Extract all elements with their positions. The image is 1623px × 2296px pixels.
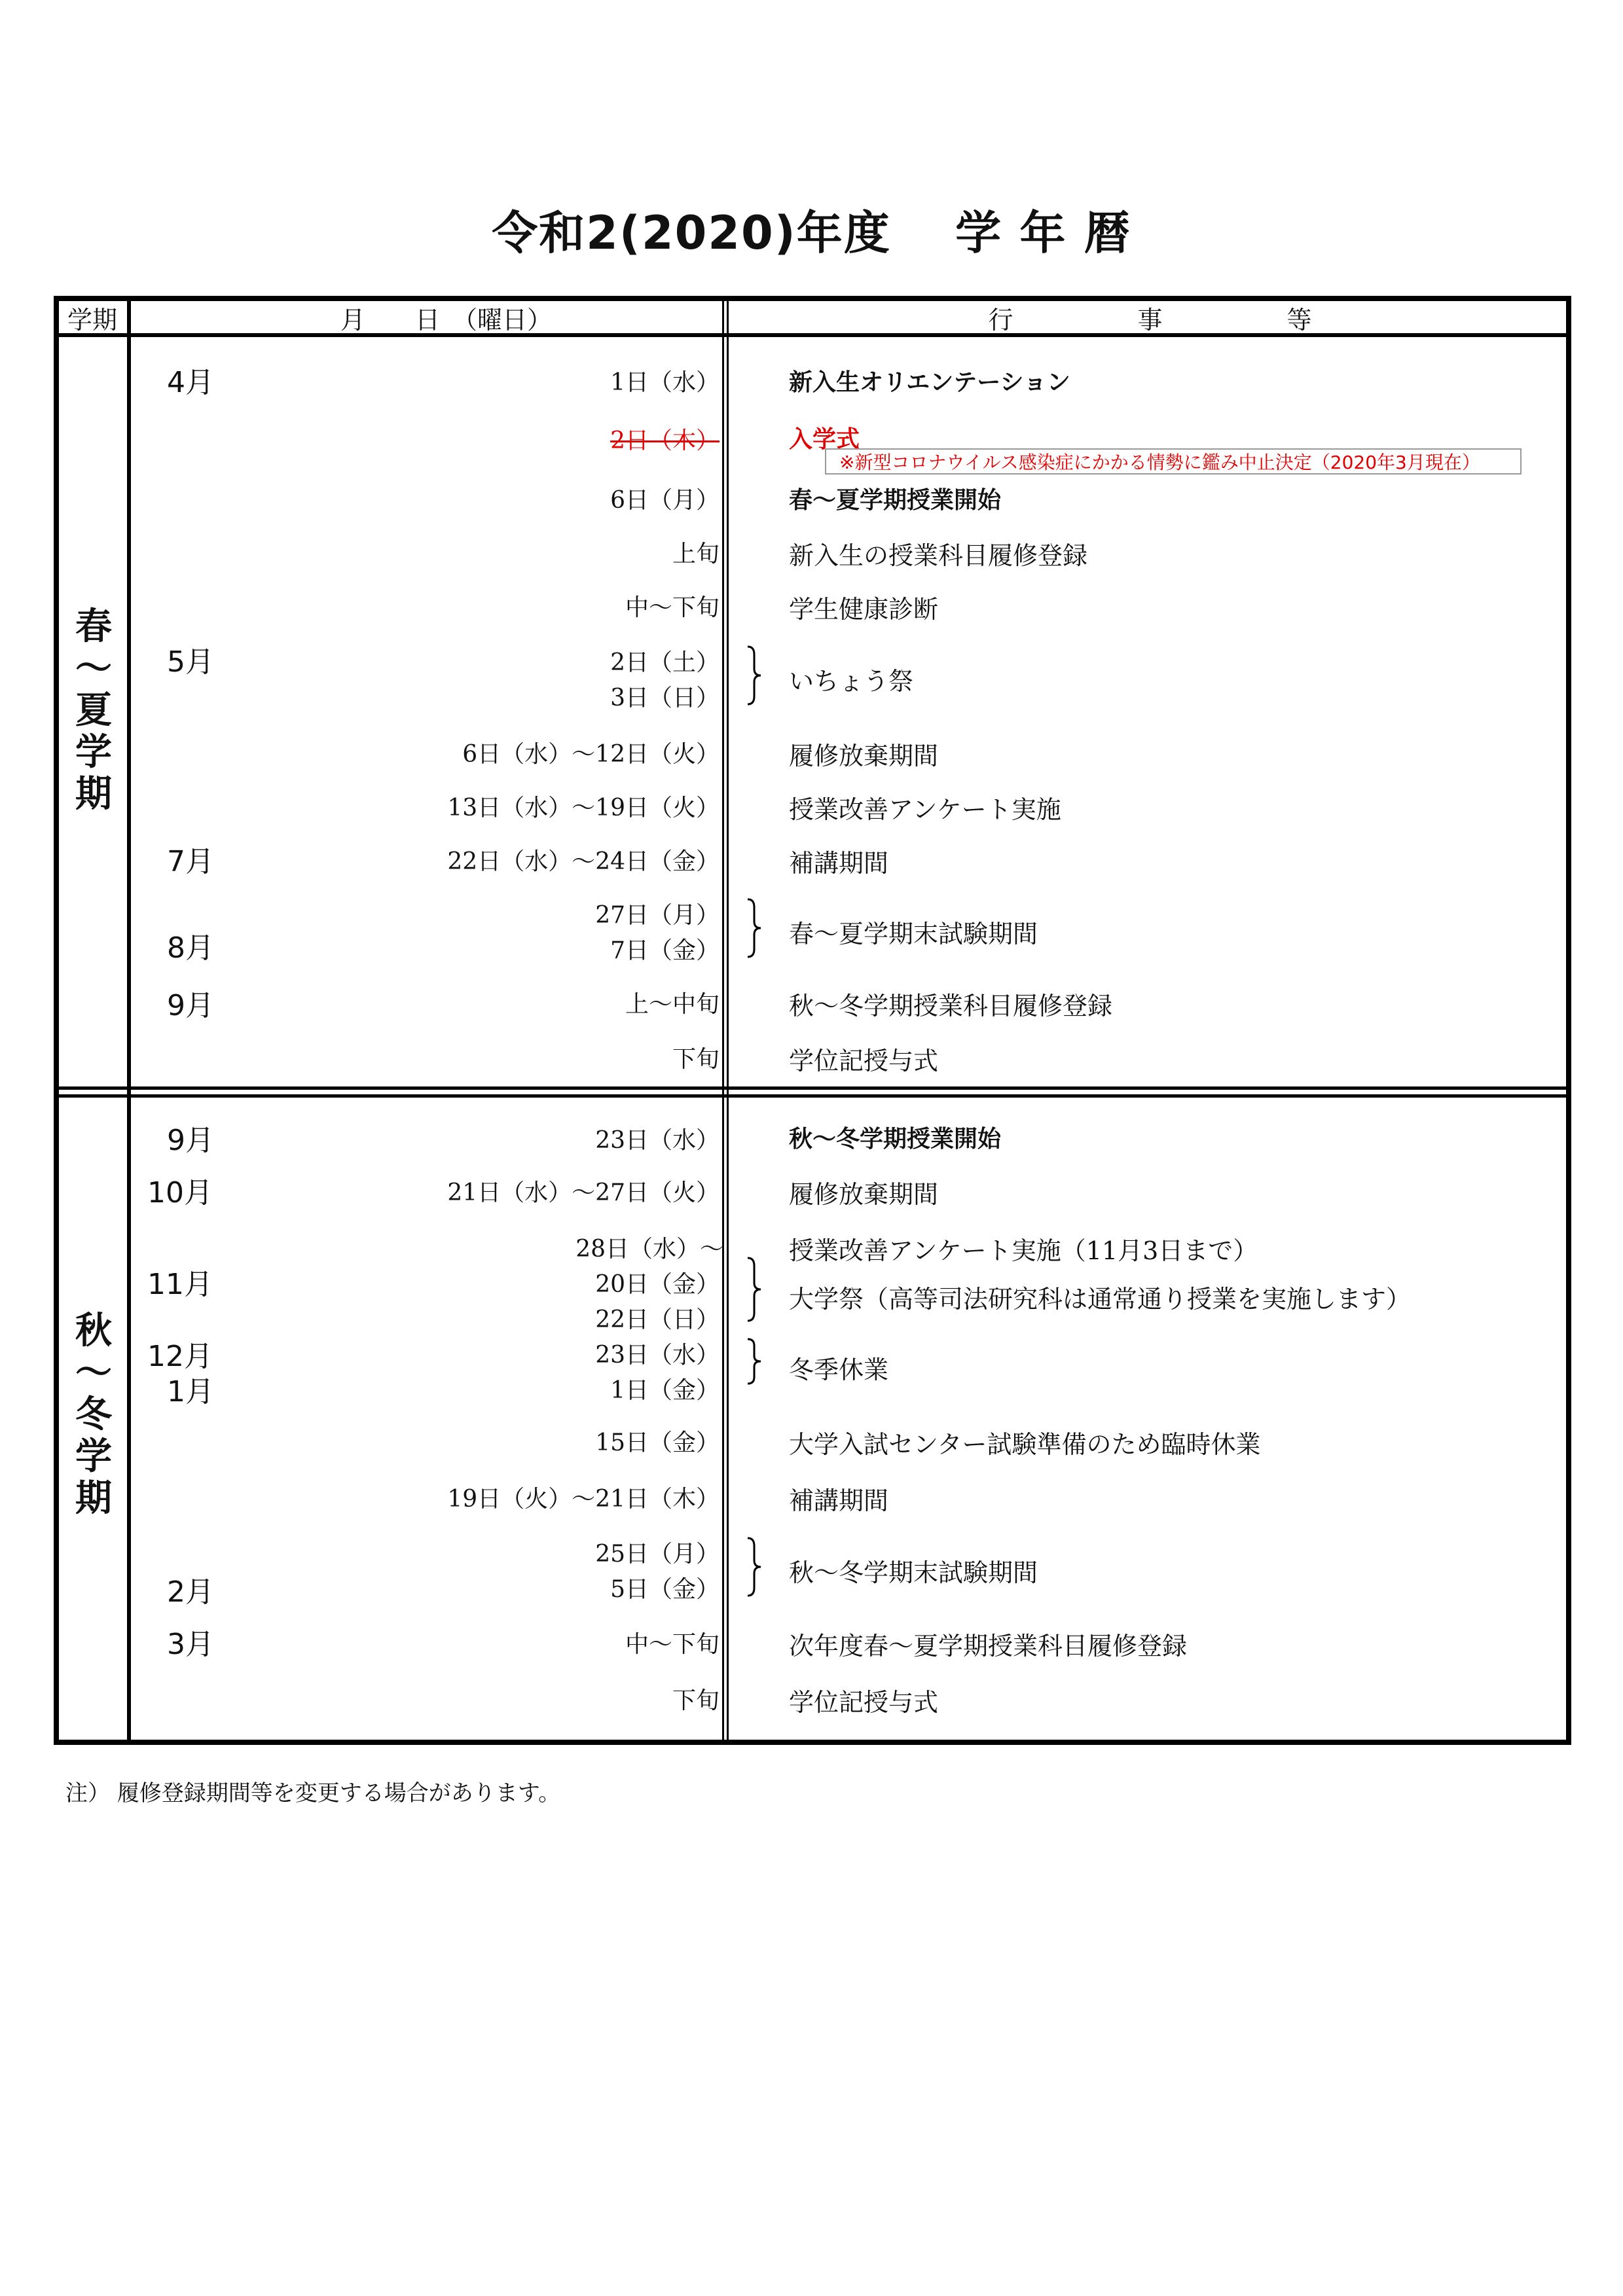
term-divider [54, 1086, 1571, 1090]
event-cell: 学位記授与式 [789, 1688, 939, 1717]
event-cell: 履修放棄期間 [789, 1180, 939, 1209]
date-cell: 23日（水） [595, 1127, 720, 1154]
date-cell: 1日（金） [610, 1377, 720, 1404]
date-cell: 中～下旬 [625, 1631, 720, 1658]
footnote: 注） 履修登録期間等を変更する場合があります。 [65, 1780, 561, 1806]
event-cell-entrance-ceremony: 入学式 [789, 426, 860, 453]
month-label: 9月 [167, 1124, 214, 1157]
month-label: 11月 [147, 1268, 213, 1301]
month-label: 10月 [147, 1176, 213, 1210]
event-cell: 冬季休業 [789, 1355, 889, 1384]
brace-icon [745, 1257, 763, 1322]
event-cell: 補講期間 [789, 1486, 889, 1515]
term-autumn-winter: 秋 ～ 冬 学 期 [75, 1310, 112, 1520]
date-cell: 6日（水）～12日（火） [462, 741, 720, 768]
month-label: 5月 [167, 645, 214, 679]
date-cell: 3日（日） [610, 685, 720, 711]
column-divider-date [722, 296, 724, 1745]
month-label: 3月 [167, 1628, 214, 1661]
column-divider-term [127, 296, 131, 1745]
event-cell: 新入生オリエンテーション [789, 369, 1070, 396]
date-cell: 上旬 [672, 541, 720, 567]
month-label: 1月 [167, 1375, 214, 1408]
date-cell: 2日（土） [610, 649, 720, 676]
event-cell: 秋～冬学期授業開始 [789, 1126, 1002, 1153]
month-label: 9月 [167, 989, 214, 1022]
date-cell: 13日（水）～19日（火） [447, 795, 720, 821]
term-spring-summer: 春 ～ 夏 学 期 [75, 605, 112, 816]
date-cell: 下旬 [672, 1046, 720, 1073]
brace-icon [745, 1537, 763, 1597]
date-cell: 22日（水）～24日（金） [447, 848, 720, 875]
date-cell: 上～中旬 [625, 991, 720, 1018]
date-cell: 15日（金） [595, 1429, 720, 1456]
date-cell: 1日（水） [610, 369, 720, 396]
date-cell: 19日（火）～21日（木） [447, 1486, 720, 1513]
date-cell: 20日（金） [595, 1271, 720, 1298]
event-cell: 次年度春～夏学期授業科目履修登録 [789, 1632, 1188, 1660]
date-cell: 28日（水）～ [575, 1236, 723, 1263]
cancellation-note: ※新型コロナウイルス感染症にかかる情勢に鑑み中止決定（2020年3月現在） [825, 448, 1522, 475]
date-cell: 21日（水）～27日（火） [447, 1179, 720, 1206]
event-cell: 春～夏学期授業開始 [789, 487, 1002, 514]
date-cell: 中～下旬 [625, 594, 720, 621]
page-title: 令和2(2020)年度 学 年 暦 [492, 206, 1131, 260]
date-cell: 5日（金） [610, 1576, 720, 1603]
event-cell: 春～夏学期末試験期間 [789, 920, 1038, 948]
event-cell: 秋～冬学期末試験期間 [789, 1558, 1038, 1587]
date-cell: 7日（金） [610, 937, 720, 964]
event-cell: 秋～冬学期授業科目履修登録 [789, 992, 1113, 1020]
month-label: 8月 [167, 931, 214, 965]
event-cell: 履修放棄期間 [789, 742, 939, 770]
month-label: 4月 [167, 366, 214, 399]
date-cell: 22日（日） [595, 1306, 720, 1333]
month-label: 12月 [147, 1340, 213, 1373]
event-cell: 学生健康診断 [789, 595, 939, 624]
event-cell: 新入生の授業科目履修登録 [789, 541, 1088, 570]
event-cell: 補講期間 [789, 849, 889, 878]
event-cell: 大学入試センター試験準備のため臨時休業 [789, 1430, 1261, 1459]
date-cell: 下旬 [672, 1687, 720, 1714]
month-label: 7月 [167, 845, 214, 878]
date-cell: 27日（月） [595, 902, 720, 929]
header-event: 行 事 等 [988, 306, 1312, 334]
event-cell: いちょう祭 [789, 667, 914, 696]
month-label: 2月 [167, 1575, 214, 1609]
brace-icon [745, 1338, 763, 1385]
event-cell: 大学祭（高等司法研究科は通常通り授業を実施します） [789, 1285, 1412, 1314]
brace-icon [745, 898, 763, 958]
header-term: 学期 [67, 306, 117, 334]
date-cell: 6日（月） [610, 487, 720, 514]
event-cell: 学位記授与式 [789, 1047, 939, 1075]
event-cell: 授業改善アンケート実施 [789, 795, 1061, 824]
header-date: 月 日 （曜日） [340, 306, 552, 334]
brace-icon [745, 645, 763, 706]
date-cell: 25日（月） [595, 1541, 720, 1568]
event-cell: 授業改善アンケート実施（11月3日まで） [789, 1236, 1258, 1265]
date-cell: 23日（水） [595, 1342, 720, 1369]
date-cell-cancelled: 2日（木） [610, 427, 720, 454]
